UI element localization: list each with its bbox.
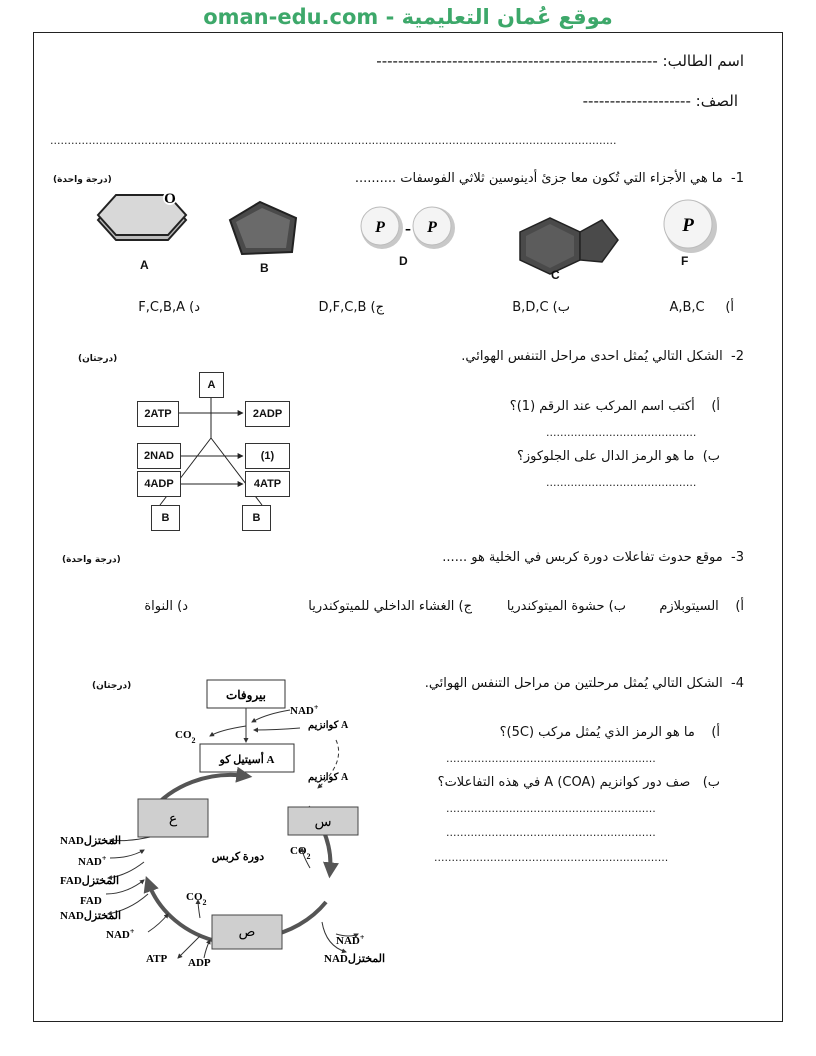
shape-a-hexagon xyxy=(98,191,186,240)
student-class-label: الصف: xyxy=(695,92,738,110)
q1-option-c[interactable]: ج) D,F,C,B xyxy=(318,300,384,315)
q4-b-question: صف دور كوانزيم A (COA) في هذه التفاعلات؟ xyxy=(437,775,691,790)
shape-b-pentagon xyxy=(230,202,296,254)
q2-part-a xyxy=(510,399,720,414)
student-name-row xyxy=(376,52,744,70)
q4-co2-bottom: $CO_2$ xyxy=(186,891,207,907)
q4-nad-plus-2: NAD+ xyxy=(106,926,135,941)
shape-a-label: A xyxy=(140,258,149,272)
q3-mark: (درجة واحدة) xyxy=(62,555,121,565)
q4-part-a xyxy=(500,725,720,740)
q2-text xyxy=(461,349,744,364)
q2-number: 2- xyxy=(731,349,744,364)
q2-a-answer-line[interactable]: ........................................... xyxy=(546,426,697,439)
shape-d-p2: P xyxy=(427,219,437,236)
q2-box-4atp: 4ATP xyxy=(245,471,290,497)
q1-option-a-label: أ) xyxy=(725,300,734,315)
q4-nad-plus-top: NAD+ xyxy=(290,702,319,717)
shape-f-phosphate xyxy=(664,200,717,253)
shape-b-label: B xyxy=(260,261,269,275)
shape-c-label: C xyxy=(551,268,560,282)
q2-box-b-right: B xyxy=(242,505,271,531)
q4-sad-text: ص xyxy=(238,925,256,940)
q2-box-1: (1) xyxy=(245,443,290,469)
student-name-label: اسم الطالب: xyxy=(662,52,744,70)
q4-krebs-diagram xyxy=(40,672,400,972)
shape-f-label: F xyxy=(681,254,689,268)
q4-fad: FAD xyxy=(80,895,102,907)
q4-fadh: FADالمختزل xyxy=(60,875,120,887)
q4-b-label: ب) xyxy=(702,775,720,790)
q2-a-label: أ) xyxy=(711,399,720,414)
q4-co2-top: $CO_2$ xyxy=(175,729,196,745)
separator-line: .................................................................................................................................................................. xyxy=(50,134,617,147)
q4-nadh-1: NADالمختزل xyxy=(60,835,122,847)
q1-shapes xyxy=(90,190,730,280)
q3-option-a[interactable] xyxy=(659,599,744,614)
q1-option-a-text: A,B,C xyxy=(669,300,705,315)
q4-a-label: أ) xyxy=(711,725,720,740)
q4-ain-text: ع xyxy=(168,812,178,827)
q2-b-question: ما هو الرمز الدال على الجلوكوز؟ xyxy=(516,449,695,464)
q4-a-question: ما هو الرمز الذي يُمثل مركب (5C)؟ xyxy=(499,725,695,740)
q4-nad-plus-3: NAD+ xyxy=(336,932,365,947)
q2-part-b xyxy=(517,449,720,464)
q3-option-c[interactable]: ج) الغشاء الداخلي للميتوكندريا xyxy=(308,599,472,614)
q3-option-a-text: السيتوبلازم xyxy=(659,599,719,614)
q4-number: 4- xyxy=(731,676,744,691)
shape-d-diphosphate xyxy=(361,207,455,249)
q1-question: ما هي الأجزاء التي تُكون معا جزئ أدينوسين ثلاثي الفوسفات .......... xyxy=(354,171,723,186)
q2-mark: (درجتان) xyxy=(78,354,118,364)
q2-box-2atp: 2ATP xyxy=(137,401,179,427)
shape-d-label: D xyxy=(399,254,408,268)
q4-b-answer-line-1[interactable]: ............................................................ xyxy=(446,802,656,815)
shape-f-p: P xyxy=(682,215,694,236)
q1-option-a[interactable] xyxy=(669,300,734,315)
q2-box-4adp: 4ADP xyxy=(137,471,181,497)
q4-nadh-2: NADالمختزل xyxy=(60,910,122,922)
q4-coa-top: كوانزيم A xyxy=(308,720,349,731)
student-class-line[interactable]: -------------------- xyxy=(582,92,691,110)
q4-mark: (درجتان) xyxy=(92,681,132,691)
shape-c-purine xyxy=(520,218,618,274)
q4-sin-text: س xyxy=(314,815,332,830)
q4-pyruvate-text: بيروفات xyxy=(225,688,267,702)
q4-a-answer-line[interactable]: ............................................................ xyxy=(446,752,656,765)
q3-option-a-label: أ) xyxy=(735,599,744,614)
q1-mark: (درجة واحدة) xyxy=(53,175,112,185)
q3-text xyxy=(442,550,744,565)
q4-part-b xyxy=(438,775,720,790)
q2-a-question: أكتب اسم المركب عند الرقم (1)؟ xyxy=(509,399,695,414)
q2-b-label: ب) xyxy=(702,449,720,464)
q1-text xyxy=(355,171,744,186)
q2-box-2adp: 2ADP xyxy=(245,401,290,427)
q2-question: الشكل التالي يُمثل احدى مراحل التنفس الهوائي. xyxy=(461,349,723,364)
q2-box-a: A xyxy=(199,372,224,398)
q1-option-d[interactable]: د) F,C,B,A xyxy=(138,300,200,315)
shape-d-p1: P xyxy=(375,219,385,236)
q3-number: 3- xyxy=(731,550,744,565)
q2-box-2nad: 2NAD xyxy=(137,443,181,469)
q4-acetyl-text: أسيتيل كو A xyxy=(219,754,275,766)
q4-nad-plus-1: NAD+ xyxy=(78,853,107,868)
q4-text xyxy=(425,676,744,691)
q4-b-answer-line-2[interactable]: ............................................................ xyxy=(446,826,656,839)
q4-atp: ATP xyxy=(146,953,168,965)
q3-question: موقع حدوث تفاعلات دورة كربس في الخلية هو ...... xyxy=(442,550,723,565)
site-header: oman-edu.com - موقع عُمان التعليمية xyxy=(203,5,613,29)
q4-cycle-label: دورة كربس xyxy=(211,851,265,863)
shape-d-dash: - xyxy=(405,218,411,238)
q1-number: 1- xyxy=(731,171,744,186)
q1-option-b[interactable]: ب) B,D,C xyxy=(512,300,570,315)
q4-question: الشكل التالي يُمثل مرحلتين من مراحل التنفس الهوائي. xyxy=(424,676,723,691)
q2-b-answer-line[interactable]: ........................................... xyxy=(546,476,697,489)
q4-b-answer-line-3[interactable]: ................................................................... xyxy=(434,851,669,864)
q4-adp: ADP xyxy=(188,957,211,969)
q2-box-b-left: B xyxy=(151,505,180,531)
student-name-line[interactable]: ---------------------------------------------------- xyxy=(376,52,658,70)
q3-option-b[interactable]: ب) حشوة الميتوكندريا xyxy=(506,599,626,614)
q3-option-d[interactable]: د) النواة xyxy=(144,599,188,614)
q4-coa-bottom: كوانزيم A xyxy=(308,772,349,783)
student-class-row xyxy=(583,92,738,110)
q4-co2-right: $CO_2$ xyxy=(290,845,311,861)
shape-a-symbol: O xyxy=(164,191,176,207)
q4-nadh-3: NADالمختزل xyxy=(324,953,386,965)
